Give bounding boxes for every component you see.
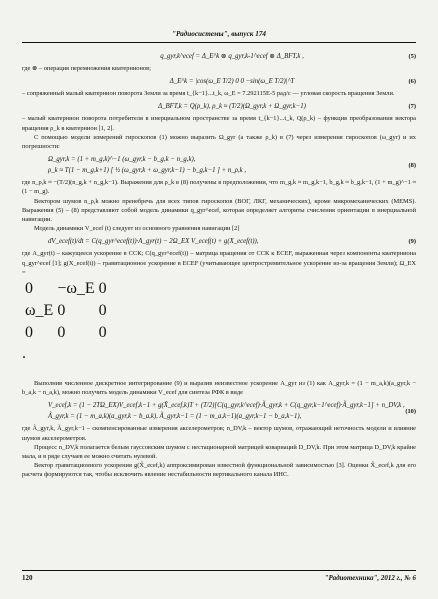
omega-matrix-cell: ω_E	[25, 302, 54, 320]
equation-9	[22, 236, 416, 247]
equation-10-number: (10)	[405, 408, 416, 416]
omega-matrix-cell: 0	[25, 280, 33, 298]
omega-matrix-cell: 0	[57, 324, 66, 342]
journal-issue: "Радиотехника", 2012 г., № 6	[324, 574, 416, 582]
equation-6-number: (6)	[408, 78, 416, 86]
paragraph-4: С помощью модели измерений гироскопов (1) можно выразить Ω_gyr (а также ρ_k) в (7) через измерения гироскопов (ω_gyr) и их погрешности:	[22, 133, 416, 151]
paragraph-1: где ⊗ – операция перемножения кватернионов;	[22, 65, 151, 72]
paragraph-12: Вектор гравитационного ускорения g(X̂_ecef,k) аппроксимирован известной функциональной зависимостью [3]. Оценки X̂_ecef,k для его расчета формируются так, чтобы исключить явление нестабильности вертикального канала ИНС.	[22, 462, 416, 479]
equation-9-formula: dV_ecef(t)/dt = C(q_gyr^ecef(t))·A_gyr(t) − 2Ω_EX V_ecef(t) + g(X_ecef(t)),	[48, 238, 259, 246]
paragraph-5: где n_ρ,k ≈ −(T/2)(n_g,k + n_g,k−1). Выражения для ρ_k в (8) получены в предположении, что m_g,k ≈ m_g,k−1, b_g,k ≈ b_g,k−1, (1 + m_g)^−1 ≈ (1 − m_g).	[22, 179, 416, 196]
paragraph-2: – сопряженный малый кватернион поворота Земли за время t_{k−1}...t_k, ω_E = 7.292115E-5 рад/с — угловая скорость вращения Земли.	[22, 90, 395, 98]
paragraph-10: где Ã_gyr,k, Ã_gyr,k−1 – скомпенсированные измерения акселерометров; n_DV,k – вектор шумов, отражающий неточность модели и влияние шумов акселерометров.	[22, 425, 416, 442]
page: "Радиосистемы", выпуск 174 q_gyr,k^ecef = Δ_E^k ⊗ q_gyr,k-1^ecef ⊗ Δ_BFT,k , (5) где ⊗ – операция перемножения кватернионов; Δ_E^k = |cos(ω_E T/2) 0 0 −sin(ω_E T/2)|^T (6) – сопряженный малый кватернион поворота Земли за время t_{k−1}...t_k, ω_E = 7.292115E-5 рад/с — угловая скорость вращения Земли. Δ_BFT,k = Q(ρ_k), ρ_k ≈ (T/2)(Ω_gyr,k + Ω_gyr,k−1) (7) – малый кватернион поворота потребителя в инерциальном пространстве за время t_{k−1}...t_k, Q(ρ_k) – функция преобразования вектора вращения ρ_k в кватернион [1, 2]. С помощью модели измерений гироскопов (1) можно выразить Ω_gyr (а также ρ_k) в (7) через измерения гироскопов (ω_gyr) и их погрешности: Ω_gyr,k = (1 + m_g,k)^−1 (ω_gyr,k − b_g,k − n_g,k), ρ_k ≈ T(1 − m_g,k+1) [ ½ (ω_gyr,k + ω_gyr,k−1) − b_g,k−1 ] + n_ρ,k , (8) где n_ρ,k ≈ −(T/2)(n_g,k + n_g,k−1). Выражения для ρ_k в (8) получены в предположении, что m_g,k ≈ m_g,k−1, b_g,k ≈ b_g,k−1, (1 + m_g)^−1 ≈ (1 − m_g). Вектором шумов n_ρ,k можно пренебречь для всех типов гироскопов (ВОГ, ЛКГ, механических), кроме микромеханических (MEMS). Выражения (5) – (8) представляют собой модель динамики q_gyr^ecef, которая определяет алгориты счисления ориентации в инерциальной навигации. Модель динамики V_ecef (t) следует из основного уравнения навигации [2] dV_ecef(t)/dt = C(q_gyr^ecef(t))·A_gyr(t) − 2Ω_EX V_ecef(t) + g(X_ecef(t)), (9) где A_gyr(t) – кажущееся ускорение в ССК; C(q_gyr^ecef(t)) – матрица вращения от ССК к ECEF, выраженная через компоненты кватерниона q_gyr^ecef [1]; g(X_ecef(t)) – гравитационное ускорение в ECEF (учитывающее центростремительное ускорение из-за вращения Земли); Ω_EX = 0 −ω_E 0 ω_E 0 0 0 0 0 . Выполнив численное дискретное интегрирование (9) и выразив неизвестное ускорение A_gyr из (1) как A_gyr,k = (1 − m_a,k)(a_gyr,k − b_a,k − n_a,k), можно получить модель динамики V_ecef для синтеза РФК в виде V_ecef,k = (1 − 2TΩ_EX)V_ecef,k−1 + g(X̂_ecef,k)T + (T/2)[C(q_gyr,k^ecef)·Ã_gyr,k + C(q_gyr,k−1^ecef)·Ã_gyr,k−1] + n_DV,k , Ã_gyr,k = (1 − m_a,k)(a_gyr,k − b_a,k), Ã_gyr,k−1 = (1 − m_a,k−1)(a_gyr,k−1 − b_a,k−1), (10) где Ã_gyr,k, Ã_gyr,k−1 – скомпенсированные измерения акселерометров; n_DV,k – вектор шумов, отражающий неточность модели и влияние шумов акселерометров. Процесс n_DV,k полагается белым гауссовским шумом с нестационарной матрицей ковариаций D_DV,k. При этом матрица D_DV,k крайне мала, и в ряде случаев ее можно считать нулевой. Вектор гравитационного ускорения g(X̂_ecef,k) аппроксимирован известной функциональной зависимостью [3]. Оценки X̂_ecef,k для его расчета формируются так, чтобы исключить явление нестабильности вертикального канала ИНС. 120 "Радиотехника", 2012 г., № 6	[0, 0, 438, 599]
paragraph-11: Процесс n_DV,k полагается белым гауссовским шумом с нестационарной матрицей ковариаций D_DV,k. При этом матрица D_DV,k крайне мала, и в ряде случаев ее можно считать нулевой.	[22, 443, 416, 461]
equation-5	[22, 51, 416, 62]
equation-9-number: (9)	[408, 238, 416, 246]
equation-8-line-2: ρ_k ≈ T(1 − m_g,k+1) [ ½ (ω_gyr,k + ω_gyr,k−1) − b_g,k−1 ] + n_ρ,k ,	[48, 167, 247, 175]
paragraph-8-text: где A_gyr(t) – кажущееся ускорение в ССК; C(q_gyr^ecef(t)) – матрица вращения от ССК к ECEF, выраженная через компоненты кватерниона q_gyr^ecef [1]; g(X_ecef(t)) – гравитационное ускорение в ECEF (учитывающее центростремительное ускорение из-за вращения Земли); Ω_EX =	[22, 250, 416, 276]
paragraph-3: – малый кватернион поворота потребителя в инерциальном пространстве за время t_{k−1}...t_k, Q(ρ_k) – функция преобразования вектора вращения ρ_k в кватернион [1, 2].	[22, 115, 416, 132]
equation-8-line-1: Ω_gyr,k = (1 + m_g,k)^−1 (ω_gyr,k − b_g,k − n_g,k),	[48, 156, 196, 164]
equation-5-number: (5)	[408, 53, 416, 60]
running-header: "Радиосистемы", выпуск 174	[171, 30, 267, 38]
omega-matrix-cell: 0	[98, 324, 107, 342]
omega-matrix-cell: 0	[98, 302, 107, 320]
page-number: 120	[22, 574, 33, 582]
paragraph-7: Модель динамики V_ecef (t) следует из основного уравнения навигации [2]	[34, 225, 240, 233]
equation-7-number: (7)	[408, 103, 416, 111]
equation-10-line-2: Ã_gyr,k = (1 − m_a,k)(a_gyr,k − b_a,k), Ã_gyr,k−1 = (1 − m_a,k−1)(a_gyr,k−1 − b_a,k−1),	[48, 413, 302, 421]
equation-6-formula: Δ_E^k = |cos(ω_E T/2) 0 0 −sin(ω_E T/2)|^T	[169, 78, 295, 86]
equation-10-line-1: V_ecef,k = (1 − 2TΩ_EX)V_ecef,k−1 + g(X̂_ecef,k)T + (T/2)[C(q_gyr,k^ecef)·Ã_gyr,k + C(q_gyr,k−1^ecef)·Ã_gyr,k−1] + n_DV,k ,	[48, 402, 405, 410]
equation-6	[22, 76, 416, 87]
equation-7	[22, 101, 416, 112]
omega-matrix-cell: 0	[57, 302, 66, 320]
header-rule	[22, 42, 416, 43]
equation-5-formula: q_gyr,k^ecef = Δ_E^k ⊗ q_gyr,k-1^ecef ⊗ Δ_BFT,k ,	[160, 53, 304, 60]
equation-8-number: (8)	[408, 162, 416, 170]
running-footer	[22, 574, 416, 582]
omega-matrix-cell: −ω_E	[57, 280, 95, 298]
equation-7-formula: Δ_BFT,k = Q(ρ_k), ρ_k ≈ (T/2)(Ω_gyr,k + Ω_gyr,k−1)	[158, 103, 306, 111]
equation-8	[22, 154, 416, 176]
paragraph-6: Вектором шумов n_ρ,k можно пренебречь для всех типов гироскопов (ВОГ, ЛКГ, механических), кроме микромеханических (MEMS). Выражения (5) – (8) представляют собой модель динамики q_gyr^ecef, которая определяет алгориты счисления ориентации в инерциальной навигации.	[22, 197, 416, 224]
equation-10	[22, 400, 416, 422]
paragraph-8	[22, 249, 416, 277]
omega-matrix-cell: 0	[25, 324, 33, 342]
omega-matrix-cell: 0	[98, 280, 107, 298]
footer-rule	[22, 570, 416, 571]
paragraph-9: Выполнив численное дискретное интегрирование (9) и выразив неизвестное ускорение A_gyr из (1) как A_gyr,k = (1 − m_a,k)(a_gyr,k − b_a,k − n_a,k), можно получить модель динамики V_ecef для синтеза РФК в виде	[22, 380, 416, 397]
